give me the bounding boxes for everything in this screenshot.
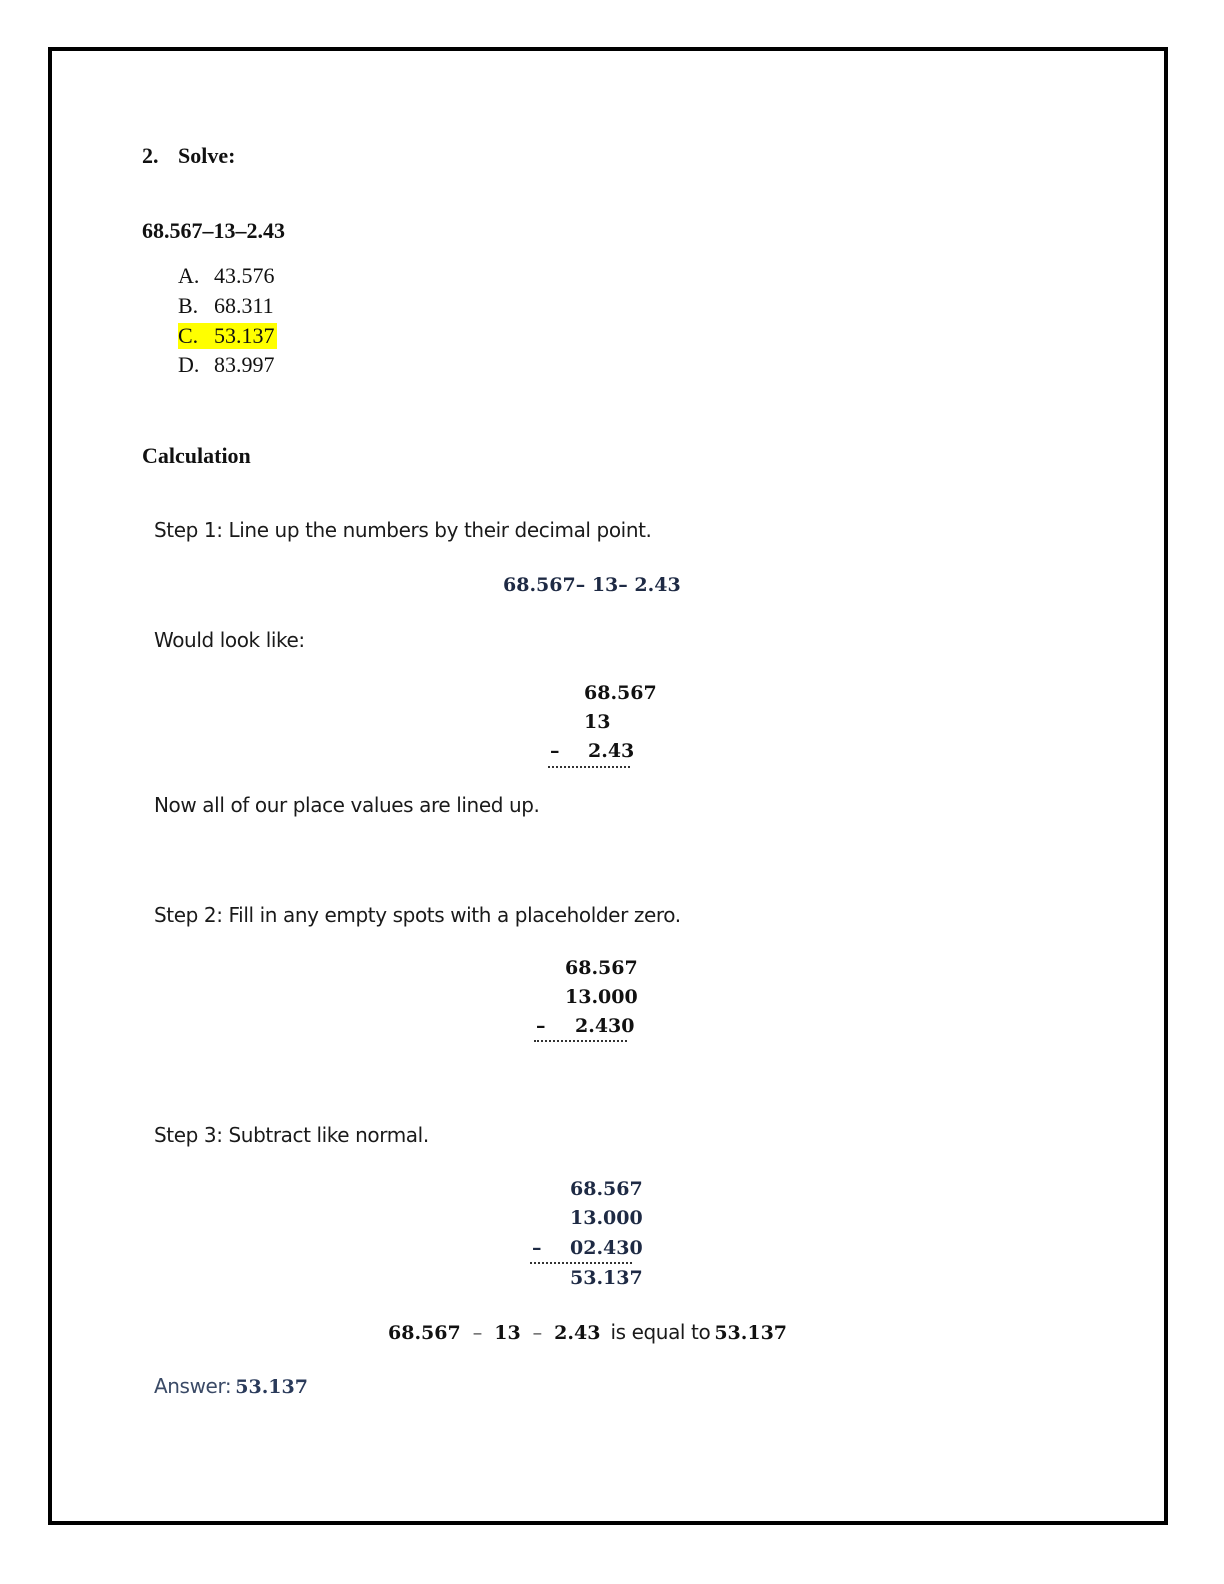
question-prompt: Solve: — [178, 143, 236, 168]
step3-row-2: 13.000 — [570, 1207, 643, 1229]
summary-minus-2: – — [532, 1322, 543, 1344]
step3-row-3: 02.430 — [570, 1237, 643, 1259]
step3-result: 53.137 — [570, 1267, 643, 1289]
step2-row-1: 68.567 — [565, 957, 638, 979]
step2-row-2: 13.000 — [565, 986, 638, 1008]
step2-underline — [534, 1040, 627, 1042]
step1-underline — [548, 766, 630, 768]
step1-would-look-like: Would look like: — [154, 628, 305, 652]
option-value: 43.576 — [214, 263, 275, 288]
summary-line — [388, 1320, 787, 1344]
answer-label: Answer: — [154, 1374, 232, 1398]
option-letter: D. — [178, 352, 200, 377]
question-expression: 68.567–13–2.43 — [142, 218, 285, 243]
summary-c: 2.43 — [554, 1322, 601, 1344]
option-letter: A. — [178, 263, 200, 288]
option-b[interactable] — [178, 293, 274, 319]
option-letter: B. — [178, 293, 199, 318]
step3-title: Step 3: Subtract like normal. — [154, 1123, 429, 1147]
minus-sign: – — [550, 740, 560, 762]
summary-minus-1: – — [472, 1322, 483, 1344]
summary-result: 53.137 — [714, 1322, 788, 1344]
option-c-highlighted[interactable] — [178, 323, 277, 349]
minus-sign: – — [536, 1015, 546, 1037]
step1-note: Now all of our place values are lined up. — [154, 793, 540, 817]
step1-expression: 68.567– 13– 2.43 — [503, 574, 681, 596]
question-heading — [142, 143, 235, 169]
step1-row-2: 13 — [584, 711, 611, 733]
answer-value: 53.137 — [235, 1376, 308, 1398]
option-value: 53.137 — [214, 323, 275, 348]
answer-line — [154, 1374, 308, 1398]
step3-row-1: 68.567 — [570, 1178, 643, 1200]
step1-row-1: 68.567 — [584, 682, 657, 704]
step3-underline — [530, 1262, 632, 1264]
option-d[interactable] — [178, 352, 275, 378]
option-value: 68.311 — [214, 293, 274, 318]
summary-b: 13 — [494, 1322, 521, 1344]
step2-row-3: 2.430 — [575, 1015, 635, 1037]
question-number: 2. — [142, 143, 159, 168]
calculation-heading: Calculation — [142, 443, 251, 468]
step1-title: Step 1: Line up the numbers by their decimal point. — [154, 518, 652, 542]
step2-title: Step 2: Fill in any empty spots with a placeholder zero. — [154, 903, 681, 927]
option-letter: C. — [178, 323, 199, 348]
option-value: 83.997 — [214, 352, 275, 377]
option-a[interactable] — [178, 263, 275, 289]
summary-text: is equal to — [610, 1320, 711, 1344]
step1-row-3: 2.43 — [588, 740, 635, 762]
minus-sign: – — [532, 1237, 542, 1259]
summary-a: 68.567 — [388, 1322, 461, 1344]
